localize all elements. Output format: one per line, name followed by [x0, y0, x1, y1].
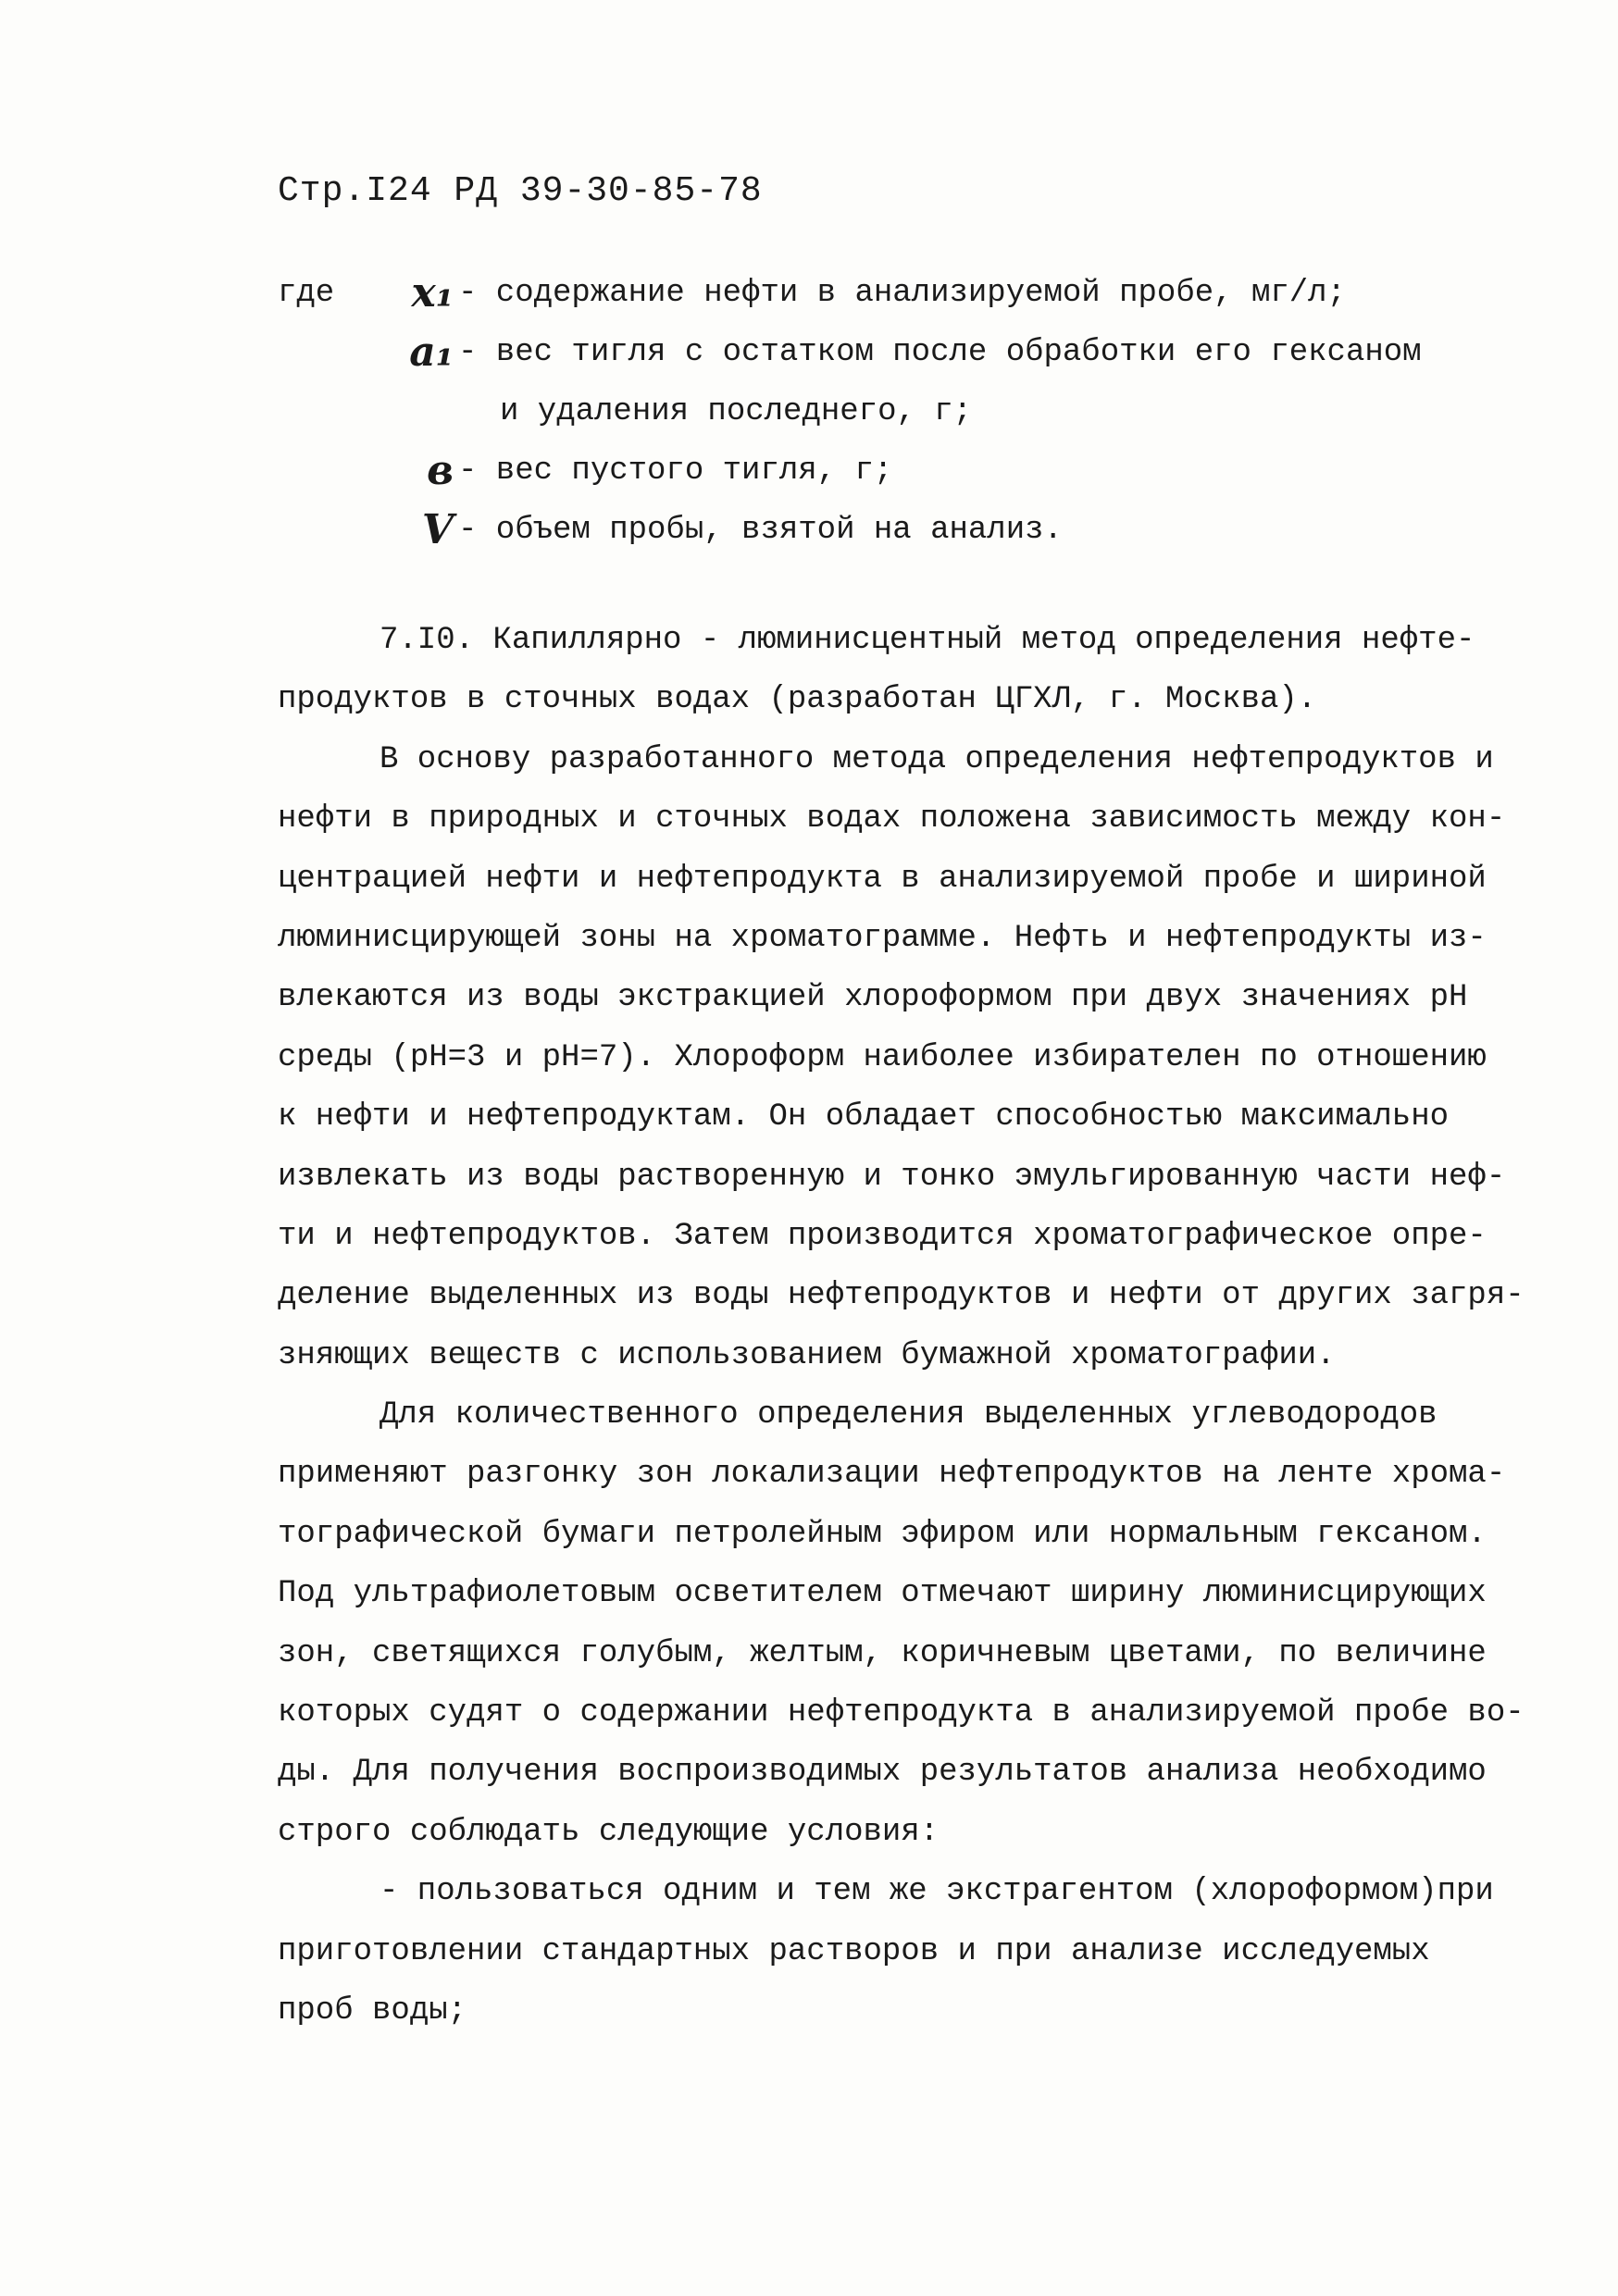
- symbol-x1: x₁: [411, 269, 454, 316]
- body-text: [278, 611, 1525, 2041]
- text-line: Для количественного определения выделенных углеводородов: [380, 1397, 1438, 1433]
- text-line: приготовлении стандартных растворов и при анализе исследуемых: [278, 1933, 1430, 1969]
- text-line: нефти в природных и сточных водах положена зависимость между кон-: [278, 801, 1506, 838]
- definition-text: - содержание нефти в анализируемой пробе, мг/л;: [458, 276, 1346, 311]
- text-line: В основу разработанного метода определения нефтепродуктов и: [380, 741, 1494, 777]
- paragraph-quantitative: [278, 1385, 1525, 1862]
- text-line: люминисцирующей зоны на хроматограмме. Нефть и нефтепродукты из-: [278, 920, 1487, 956]
- symbol-b: в: [427, 447, 454, 494]
- text-line: деление выделенных из воды нефтепродуктов и нефти от других загря-: [278, 1278, 1525, 1314]
- text-line: проб воды;: [278, 1992, 467, 2029]
- text-line: продуктов в сточных водах (разработан ЦГХЛ, г. Москва).: [278, 682, 1317, 718]
- section-heading: [278, 611, 1475, 730]
- page-header: Стр.I24 РД 39-30-85-78: [278, 171, 763, 211]
- text-line: к нефти и нефтепродуктам. Он обладает способностью максимально: [278, 1099, 1450, 1136]
- text-line: зняющих веществ с использованием бумажной хроматографии.: [278, 1337, 1336, 1373]
- text-line: Под ультрафиолетовым осветителем отмечают ширину люминисцирующих: [278, 1576, 1487, 1612]
- definition-text: - вес тигля с остатком после обработки его гексаном: [458, 335, 1422, 370]
- text-line: ти и нефтепродуктов. Затем производится хроматографическое опре-: [278, 1218, 1487, 1254]
- where-label: где: [278, 276, 335, 311]
- text-line: применяют разгонку зон локализации нефтепродуктов на ленте хрома-: [278, 1457, 1506, 1493]
- text-line: 7.I0. Капиллярно - люминисцентный метод определения нефте-: [380, 623, 1475, 658]
- text-line: среды (pH=3 и pH=7). Хлороформ наиболее избирателен по отношению: [278, 1039, 1487, 1075]
- symbol-a1: a₁: [409, 329, 454, 376]
- text-line: которых судят о содержании нефтепродукта в анализируемой пробе во-: [278, 1695, 1525, 1731]
- definition-continuation: и удаления последнего, г;: [500, 394, 973, 429]
- text-line: влекаются из воды экстракцией хлороформом при двух значениях pH: [278, 980, 1468, 1016]
- paragraph-conditions: [278, 1862, 1494, 2041]
- text-line: извлекать из воды растворенную и тонко эмульгированную части неф-: [278, 1159, 1506, 1195]
- text-line: центрацией нефти и нефтепродукта в анализируемой пробе и шириной: [278, 861, 1487, 897]
- text-line: - пользоваться одним и тем же экстрагентом (хлороформом)при: [380, 1874, 1494, 1910]
- text-line: строго соблюдать следующие условия:: [278, 1814, 940, 1850]
- text-line: зон, светящихся голубым, желтым, коричневым цветами, по величине: [278, 1635, 1487, 1671]
- definition-text: - вес пустого тигля, г;: [458, 453, 893, 489]
- paragraph-method-basis: [278, 730, 1525, 1385]
- text-line: тографической бумаги петролейным эфиром или нормальным гексаном.: [278, 1516, 1487, 1552]
- definition-text: - объем пробы, взятой на анализ.: [458, 513, 1063, 548]
- symbol-v: V: [421, 506, 454, 553]
- text-line: ды. Для получения воспроизводимых результатов анализа необходимо: [278, 1755, 1487, 1791]
